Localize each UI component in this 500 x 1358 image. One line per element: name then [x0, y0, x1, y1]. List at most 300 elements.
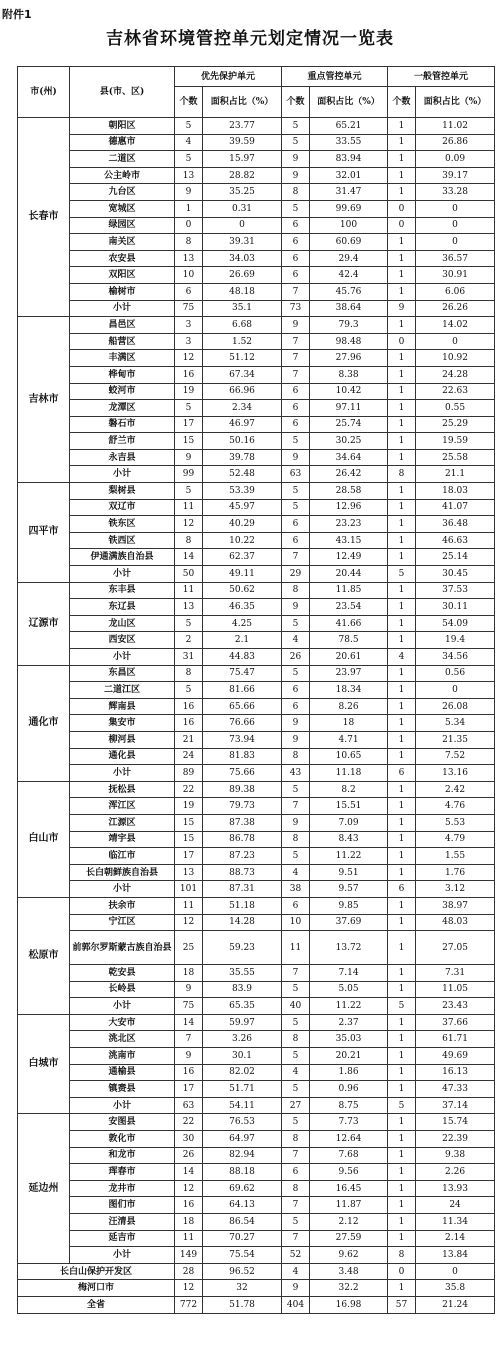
key-count: 8: [282, 184, 310, 201]
priority-area: 65.35: [203, 998, 282, 1015]
key-area: 23.54: [310, 599, 388, 616]
priority-count: 0: [175, 217, 203, 234]
county-name: 龙潭区: [70, 400, 175, 417]
priority-count: 8: [175, 234, 203, 251]
priority-count: 13: [175, 864, 203, 881]
priority-count: 22: [175, 781, 203, 798]
county-name: 梨树县: [70, 483, 175, 500]
general-count: 1: [388, 914, 416, 931]
region-name: 长白山保护开发区: [18, 1263, 175, 1280]
key-area: 20.44: [310, 566, 388, 583]
key-area: 28.58: [310, 483, 388, 500]
general-area: 0: [416, 200, 495, 217]
key-area: 11.22: [310, 848, 388, 865]
priority-count: 4: [175, 134, 203, 151]
key-count: 8: [282, 831, 310, 848]
key-count: 7: [282, 366, 310, 383]
county-name: 小计: [70, 998, 175, 1015]
general-count: 1: [388, 1197, 416, 1214]
table-row: [18, 250, 495, 267]
county-name: 东昌区: [70, 665, 175, 682]
key-count: 6: [282, 516, 310, 533]
general-count: 5: [388, 998, 416, 1015]
general-count: 1: [388, 234, 416, 251]
county-name: 双阳区: [70, 267, 175, 284]
table-row: [18, 931, 495, 965]
key-count: 6: [282, 698, 310, 715]
county-name: 龙山区: [70, 615, 175, 632]
key-area: 79.3: [310, 317, 388, 334]
priority-count: 5: [175, 483, 203, 500]
priority-area: 50.62: [203, 582, 282, 599]
county-name: 敦化市: [70, 1131, 175, 1148]
key-area: 11.22: [310, 998, 388, 1015]
general-count: 1: [388, 1114, 416, 1131]
key-count: 6: [282, 383, 310, 400]
key-area: 8.43: [310, 831, 388, 848]
key-count: 5: [282, 118, 310, 135]
general-count: 1: [388, 1164, 416, 1181]
table-row: [18, 516, 495, 533]
priority-area: 96.52: [203, 1263, 282, 1280]
key-count: 9: [282, 715, 310, 732]
priority-area: 88.73: [203, 864, 282, 881]
key-area: 30.25: [310, 433, 388, 450]
general-area: 21.35: [416, 731, 495, 748]
key-count: 5: [282, 499, 310, 516]
priority-area: 35.55: [203, 965, 282, 982]
county-name: 小计: [70, 1247, 175, 1264]
table-row: [18, 1197, 495, 1214]
general-area: 0.09: [416, 151, 495, 168]
county-name: 二道江区: [70, 682, 175, 699]
document-title: 吉林省环境管控单元划定情况一览表: [106, 29, 394, 49]
county-name: 图们市: [70, 1197, 175, 1214]
table-row: [18, 1097, 495, 1114]
general-count: 1: [388, 1280, 416, 1297]
general-count: 5: [388, 566, 416, 583]
county-name: 小计: [70, 466, 175, 483]
general-area: 13.93: [416, 1180, 495, 1197]
general-area: 38.97: [416, 897, 495, 914]
general-area: 16.13: [416, 1064, 495, 1081]
general-count: 1: [388, 615, 416, 632]
county-name: 通化县: [70, 748, 175, 765]
general-count: 1: [388, 549, 416, 566]
key-count: 52: [282, 1247, 310, 1264]
general-area: 11.02: [416, 118, 495, 135]
general-area: 25.14: [416, 549, 495, 566]
table-row: [18, 599, 495, 616]
priority-count: 9: [175, 981, 203, 998]
priority-area: 87.38: [203, 814, 282, 831]
key-count: 4: [282, 864, 310, 881]
key-count: 7: [282, 549, 310, 566]
general-area: 7.31: [416, 965, 495, 982]
priority-area: 39.78: [203, 449, 282, 466]
general-area: 30.45: [416, 566, 495, 583]
county-name: 铁东区: [70, 516, 175, 533]
key-area: 4.71: [310, 731, 388, 748]
county-name: 镇赉县: [70, 1081, 175, 1098]
general-count: 1: [388, 532, 416, 549]
table-row: [18, 118, 495, 135]
general-area: 33.28: [416, 184, 495, 201]
table-row: [18, 864, 495, 881]
priority-area: 51.71: [203, 1081, 282, 1098]
priority-area: 70.27: [203, 1230, 282, 1247]
priority-area: 83.9: [203, 981, 282, 998]
priority-count: 19: [175, 383, 203, 400]
general-area: 2.14: [416, 1230, 495, 1247]
key-area: 7.09: [310, 814, 388, 831]
priority-area: 64.13: [203, 1197, 282, 1214]
priority-area: 59.23: [203, 931, 282, 965]
priority-count: 15: [175, 831, 203, 848]
priority-count: 25: [175, 931, 203, 965]
county-name: 铁西区: [70, 532, 175, 549]
table-row: [18, 632, 495, 649]
general-area: 39.17: [416, 167, 495, 184]
region-name: 梅河口市: [18, 1280, 175, 1297]
county-name: 洮北区: [70, 1031, 175, 1048]
table-row: [18, 615, 495, 632]
priority-area: 88.18: [203, 1164, 282, 1181]
table-row: [18, 1296, 495, 1313]
general-count: 1: [388, 781, 416, 798]
priority-count: 9: [175, 1048, 203, 1065]
header-area: 面积占比（%）: [416, 87, 495, 118]
priority-count: 2: [175, 632, 203, 649]
priority-area: 10.22: [203, 532, 282, 549]
priority-count: 16: [175, 366, 203, 383]
city-name: 松原市: [18, 897, 70, 1014]
general-count: 1: [388, 267, 416, 284]
general-area: 54.09: [416, 615, 495, 632]
priority-count: 63: [175, 1097, 203, 1114]
key-area: 60.69: [310, 234, 388, 251]
table-row: [18, 483, 495, 500]
general-count: 1: [388, 848, 416, 865]
priority-area: 48.18: [203, 283, 282, 300]
county-name: 宁江区: [70, 914, 175, 931]
table-row: [18, 1164, 495, 1181]
priority-area: 53.39: [203, 483, 282, 500]
general-area: 2.42: [416, 781, 495, 798]
priority-area: 44.83: [203, 649, 282, 666]
priority-count: 5: [175, 118, 203, 135]
table-row: [18, 267, 495, 284]
county-name: 小计: [70, 566, 175, 583]
priority-area: 76.66: [203, 715, 282, 732]
key-area: 98.48: [310, 333, 388, 350]
general-count: 1: [388, 499, 416, 516]
key-count: 5: [282, 1214, 310, 1231]
priority-count: 17: [175, 1081, 203, 1098]
priority-area: 76.53: [203, 1114, 282, 1131]
key-count: 5: [282, 981, 310, 998]
general-count: 1: [388, 831, 416, 848]
general-area: 2.26: [416, 1164, 495, 1181]
table-row: [18, 134, 495, 151]
key-count: 40: [282, 998, 310, 1015]
key-area: 7.68: [310, 1147, 388, 1164]
priority-area: 26.69: [203, 267, 282, 284]
key-count: 9: [282, 449, 310, 466]
header-general-unit: 一般管控单元: [388, 67, 495, 87]
priority-area: 75.47: [203, 665, 282, 682]
key-count: 4: [282, 1064, 310, 1081]
general-count: 1: [388, 151, 416, 168]
priority-area: 51.18: [203, 897, 282, 914]
general-count: 1: [388, 1180, 416, 1197]
priority-area: 23.77: [203, 118, 282, 135]
general-area: 11.05: [416, 981, 495, 998]
table-row: [18, 200, 495, 217]
key-count: 7: [282, 283, 310, 300]
general-count: 1: [388, 118, 416, 135]
general-count: 57: [388, 1296, 416, 1313]
priority-count: 75: [175, 300, 203, 317]
city-name: 辽源市: [18, 582, 70, 665]
priority-count: 11: [175, 499, 203, 516]
priority-count: 5: [175, 400, 203, 417]
priority-area: 32: [203, 1280, 282, 1297]
key-area: 33.55: [310, 134, 388, 151]
county-name: 集安市: [70, 715, 175, 732]
general-area: 25.58: [416, 449, 495, 466]
key-area: 1.86: [310, 1064, 388, 1081]
priority-count: 12: [175, 516, 203, 533]
header-count: 个数: [175, 87, 203, 118]
key-count: 7: [282, 1197, 310, 1214]
priority-area: 87.31: [203, 881, 282, 898]
table-row: [18, 715, 495, 732]
priority-area: 82.02: [203, 1064, 282, 1081]
key-count: 6: [282, 897, 310, 914]
priority-count: 9: [175, 449, 203, 466]
general-area: 10.92: [416, 350, 495, 367]
key-area: 34.64: [310, 449, 388, 466]
table-row: [18, 1214, 495, 1231]
general-count: 1: [388, 814, 416, 831]
table-row: [18, 965, 495, 982]
priority-count: 12: [175, 914, 203, 931]
general-area: 5.53: [416, 814, 495, 831]
key-area: 18: [310, 715, 388, 732]
priority-count: 50: [175, 566, 203, 583]
general-area: 1.76: [416, 864, 495, 881]
general-area: 21.24: [416, 1296, 495, 1313]
general-count: 1: [388, 698, 416, 715]
general-area: 49.69: [416, 1048, 495, 1065]
general-area: 37.53: [416, 582, 495, 599]
key-area: 35.03: [310, 1031, 388, 1048]
table-row: [18, 914, 495, 931]
key-count: 404: [282, 1296, 310, 1313]
county-name: 小计: [70, 881, 175, 898]
general-count: 1: [388, 965, 416, 982]
priority-area: 67.34: [203, 366, 282, 383]
table-row: [18, 466, 495, 483]
general-area: 0: [416, 333, 495, 350]
county-name: 东辽县: [70, 599, 175, 616]
priority-count: 101: [175, 881, 203, 898]
county-name: 双辽市: [70, 499, 175, 516]
key-area: 31.47: [310, 184, 388, 201]
general-count: 1: [388, 516, 416, 533]
general-count: 1: [388, 897, 416, 914]
key-area: 2.37: [310, 1014, 388, 1031]
key-area: 8.26: [310, 698, 388, 715]
key-count: 43: [282, 765, 310, 782]
general-area: 41.07: [416, 499, 495, 516]
general-count: 0: [388, 333, 416, 350]
general-count: 1: [388, 981, 416, 998]
key-count: 8: [282, 1031, 310, 1048]
key-count: 5: [282, 1048, 310, 1065]
priority-area: 0.31: [203, 200, 282, 217]
key-area: 97.11: [310, 400, 388, 417]
general-count: 1: [388, 483, 416, 500]
key-area: 16.98: [310, 1296, 388, 1313]
key-area: 43.15: [310, 532, 388, 549]
priority-area: 51.12: [203, 350, 282, 367]
general-area: 30.11: [416, 599, 495, 616]
priority-area: 87.23: [203, 848, 282, 865]
key-count: 9: [282, 167, 310, 184]
key-area: 8.75: [310, 1097, 388, 1114]
key-area: 78.5: [310, 632, 388, 649]
general-count: 1: [388, 283, 416, 300]
general-area: 22.63: [416, 383, 495, 400]
priority-count: 16: [175, 1064, 203, 1081]
table-row: [18, 1114, 495, 1131]
table-row: [18, 682, 495, 699]
general-count: 1: [388, 1031, 416, 1048]
county-name: 临江市: [70, 848, 175, 865]
county-name: 绿园区: [70, 217, 175, 234]
city-name: 长春市: [18, 118, 70, 317]
table-row: [18, 1230, 495, 1247]
priority-count: 21: [175, 731, 203, 748]
general-count: 1: [388, 731, 416, 748]
general-area: 15.74: [416, 1114, 495, 1131]
priority-count: 14: [175, 1014, 203, 1031]
table-row: [18, 532, 495, 549]
general-area: 27.05: [416, 931, 495, 965]
key-area: 83.94: [310, 151, 388, 168]
county-name: 和龙市: [70, 1147, 175, 1164]
key-area: 16.45: [310, 1180, 388, 1197]
priority-area: 46.35: [203, 599, 282, 616]
table-row: [18, 234, 495, 251]
key-count: 5: [282, 781, 310, 798]
general-count: 1: [388, 748, 416, 765]
priority-count: 22: [175, 1114, 203, 1131]
general-area: 0: [416, 217, 495, 234]
priority-count: 16: [175, 698, 203, 715]
priority-area: 6.68: [203, 317, 282, 334]
general-area: 25.29: [416, 416, 495, 433]
table-row: [18, 881, 495, 898]
key-area: 8.38: [310, 366, 388, 383]
key-count: 26: [282, 649, 310, 666]
priority-area: 89.38: [203, 781, 282, 798]
priority-count: 11: [175, 582, 203, 599]
key-count: 38: [282, 881, 310, 898]
general-count: 1: [388, 1048, 416, 1065]
general-area: 6.06: [416, 283, 495, 300]
general-area: 23.43: [416, 998, 495, 1015]
key-count: 5: [282, 615, 310, 632]
general-count: 1: [388, 1064, 416, 1081]
county-name: 榆树市: [70, 283, 175, 300]
priority-count: 31: [175, 649, 203, 666]
county-name: 小计: [70, 649, 175, 666]
priority-area: 40.29: [203, 516, 282, 533]
priority-area: 39.59: [203, 134, 282, 151]
priority-count: 7: [175, 1031, 203, 1048]
priority-count: 17: [175, 848, 203, 865]
priority-area: 81.83: [203, 748, 282, 765]
general-area: 0: [416, 1263, 495, 1280]
general-area: 3.12: [416, 881, 495, 898]
key-area: 23.97: [310, 665, 388, 682]
general-count: 0: [388, 200, 416, 217]
city-name: 四平市: [18, 483, 70, 583]
key-area: 11.85: [310, 582, 388, 599]
table-row: [18, 698, 495, 715]
priority-count: 75: [175, 998, 203, 1015]
priority-count: 8: [175, 665, 203, 682]
priority-count: 28: [175, 1263, 203, 1280]
table-row: [18, 317, 495, 334]
table-row: [18, 433, 495, 450]
priority-area: 86.78: [203, 831, 282, 848]
table-row: [18, 1147, 495, 1164]
header-county: 县(市、区): [70, 67, 175, 118]
county-name: 九台区: [70, 184, 175, 201]
key-count: 73: [282, 300, 310, 317]
priority-count: 89: [175, 765, 203, 782]
priority-count: 9: [175, 184, 203, 201]
key-area: 65.21: [310, 118, 388, 135]
table-row: [18, 582, 495, 599]
key-count: 7: [282, 1230, 310, 1247]
key-count: 5: [282, 665, 310, 682]
table-row: [18, 1081, 495, 1098]
table-row: [18, 897, 495, 914]
general-area: 26.08: [416, 698, 495, 715]
table-row: [18, 151, 495, 168]
key-count: 29: [282, 566, 310, 583]
general-area: 7.52: [416, 748, 495, 765]
general-area: 9.38: [416, 1147, 495, 1164]
key-count: 8: [282, 748, 310, 765]
county-name: 小计: [70, 300, 175, 317]
annex-label: 附件1: [2, 8, 32, 21]
key-area: 9.85: [310, 897, 388, 914]
table-row: [18, 848, 495, 865]
county-name: 浑江区: [70, 798, 175, 815]
summary-table: [17, 66, 495, 1314]
header-key-unit: 重点管控单元: [282, 67, 388, 87]
priority-area: 75.66: [203, 765, 282, 782]
general-area: 1.55: [416, 848, 495, 865]
key-area: 10.65: [310, 748, 388, 765]
county-name: 龙井市: [70, 1180, 175, 1197]
